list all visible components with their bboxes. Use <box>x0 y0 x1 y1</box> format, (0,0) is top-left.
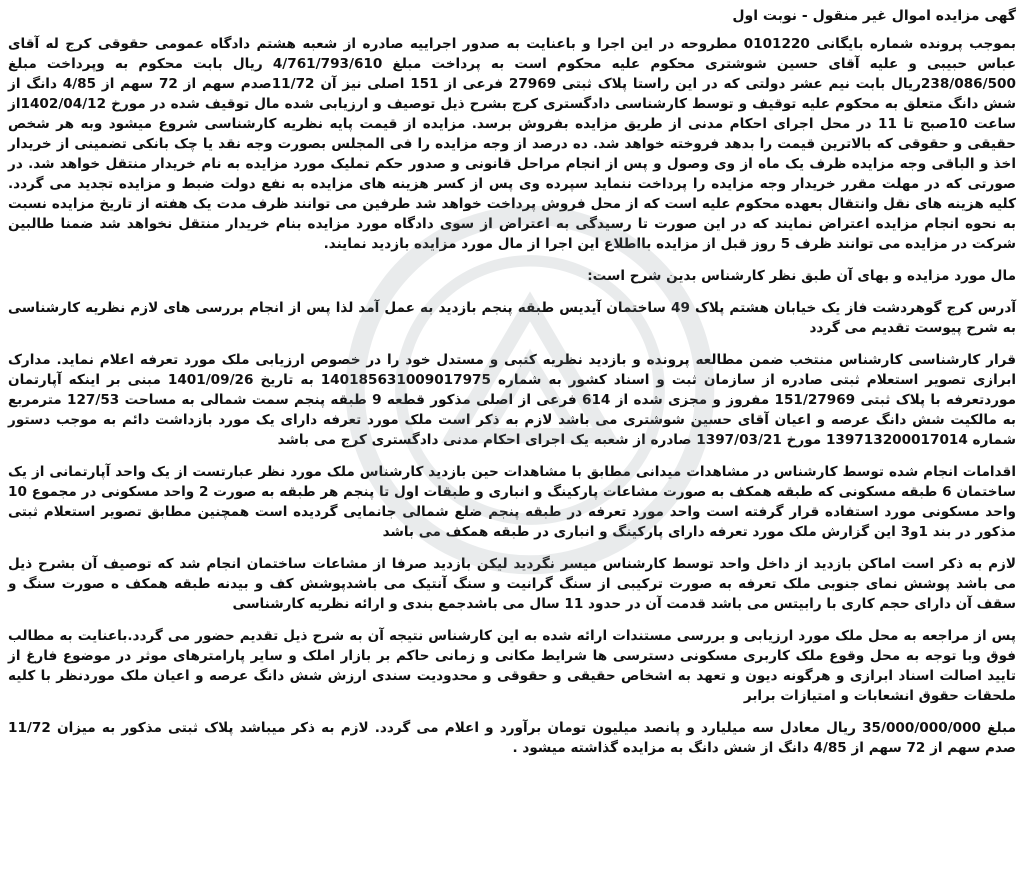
paragraph-field-observations: اقدامات انجام شده توسط کارشناس در مشاهدات میدانی مطابق با مشاهدات حین بازدید کارشناس ملک مورد نظر عبارتست از یک واحد آپارتمانی از یک ساختمان 6 طبقه مسکونی که طبقه همکف به صورت مشاعات پارکینگ و انباری و طبقات اول تا پنجم هر طبقه به صورت 2 واحد مسکونی در مجموع 10 واحد مسکونی مورد استفاده قرار گرفته است واحد مورد تعرفه در طبقه پنجم ضلع شمالی جانمایی گردیده است همچنین مطابق تصویر استعلام ثبتی مذکور در بند 1و3 این گزارش ملک مورد تعرفه دارای پارکینگ و انباری در طبقه همکف می باشد <box>8 464 1016 540</box>
paragraph-address: آدرس کرج گوهردشت فاز یک خیابان هشتم پلاک 49 ساختمان آیدیس طبقه پنجم بازدید به عمل آمد لذا پس از انجام بررسی های لازم نظریه کارشناسی به شرح پیوست تقدیم می گردد <box>8 300 1016 336</box>
paragraph-intro: بموجب پرونده شماره بایگانی 0101220 مطروحه در این اجرا و باعنایت به صدور اجراییه صادره از شعبه هشتم دادگاه عمومی حقوقی کرج له آقای عباس حبیبی و علیه آقای حسین شوشتری محکوم علیه محکوم است به پرداخت مبلغ 4/761/793/610 ریال بابت محکوم به وپرداخت مبلغ 238/086/500ریال بابت نیم عشر دولتی که در این راستا پلاک ثبتی 27969 فرعی از 151 اصلی نیز آن 11/72صدم سهم از 72 سهم از 4/85 دانگ از شش دانگ متعلق به محکوم علیه توقیف و توسط کارشناسی دادگستری کرج بشرح ذیل توصیف و ارزیابی شده مال توقیف شده در مورخ 1402/04/12از ساعت 10صبح تا 11 در محل اجرای احکام مدنی از طریق مزایده بفروش برسد. مزایده از قیمت پایه نظریه کارشناسی شروع میشود وبه هر شخص حقیقی و حقوقی که بالاترین قیمت را بدهد فروخته خواهد شد. ده درصد از وجه مزایده را فی المجلس بصورت وجه نقد یا چک بانکی تضمینی از خریدار اخذ و الباقی وجه مزایده ظرف یک ماه از وی وصول و پس از انجام مراحل قانونی و صدور حکم تملیک مورد مزایده به نام خریدار منتقل خواهد شد. در صورتی که در مهلت مقرر خریدار وجه مزایده را پرداخت ننماید سپرده وی پس از کسر هزینه های مزایده به نفع دولت ضبط و مزایده تجدید می گردد. کلیه هزینه های نقل وانتقال بعهده محکوم علیه است که از محل فروش پرداخت خواهد شد طرفین می توانند ظرف مدت یک هفته از تاریخ مزایده نسبت به نحوه انجام مزایده اعتراض نمایند که در این صورت تا رسیدگی به اعتراض از سوی دادگاه مورد مزایده بنام خریدار منتقل نخواهد شد ضمنا طالبین شرکت در مزایده می توانند ظرف 5 روز قبل از مزایده بااطلاع این اجرا از مال مورد مزایده بازدید نمایند. <box>8 36 1017 252</box>
paragraph-subject: مال مورد مزایده و بهای آن طبق نظر کارشناس بدین شرح است: <box>587 268 1016 284</box>
paragraph-price: مبلغ 35/000/000/000 ریال معادل سه میلیارد و پانصد میلیون تومان برآورد و اعلام می گردد. لازم به ذکر میباشد پلاک ثبتی مذکور به میزان 11/72 صدم سهم از 72 سهم از 4/85 دانگ از شش دانگ به مزایده گذاشته میشود . <box>8 720 1016 756</box>
notice-title: گهی مزایده اموال غیر منقول - نوبت اول <box>732 8 1016 24</box>
paragraph-registration: قرار کارشناسی کارشناس منتخب ضمن مطالعه پرونده و بازدید نظریه کتبی و مستدل خود را در خصوص ارزیابی ملک مورد تعرفه اعلام نماید. مدارک ابرازی تصویر استعلام ثبتی صادره از سازمان ثبت و اسناد کشور به شماره 140185631009017975 به تاریخ 1401/09/26 مبنی بر اینکه آپارتمان موردتعرفه با پلاک ثبتی 151/27969 مفروز و مجزی شده از 614 فرعی از اصلی مذکور قطعه 9 طبقه پنجم سمت شمالی به مساحت 127/53 مترمربع به مالکیت شش دانگ عرصه و اعیان آقای حسین شوشتری می باشد لازم به ذکر است ملک مورد تعرفه دارای یک مورد بازداشت دائم به موجب دستور شماره 139713200017014 مورخ 1397/03/21 صادره از شعبه یک اجرای احکام مدنی دادگستری کرج می باشد <box>8 352 1017 448</box>
paragraph-building-description: لازم به ذکر است اماکن بازدید از داخل واحد توسط کارشناس میسر نگردید لیکن بازدید صرفا از مشاعات ساختمان انجام شد که توصیف آن بشرح ذیل می باشد پوشش نمای جنوبی ملک تعرفه به صورت ترکیبی از سنگ گرانیت و سنگ آنتیک می باشدپوشش کف و بیدنه طبقه همکف ه صورت سنگ و سقف آن دارای حجم کاری با رابیتس می باشد قدمت آن در حدود 11 سال می باشدجمع بندی و ارائه نظریه کارشناسی <box>8 556 1016 612</box>
paragraph-valuation: پس از مراجعه به محل ملک مورد ارزیابی و بررسی مستندات ارائه شده به این کارشناس نتیجه آن به شرح ذیل تقدیم حضور می گردد.باعنایت به مطالب فوق وبا توجه به محل وقوع ملک کاربری مسکونی دسترسی ها شرایط مکانی و زمانی حاکم بر بازار املک و سایر پارامترهای موثر در موضوع فارغ از تایید اصالت اسناد ابرازی و هرگونه دیون و تعهد به اشخاص حقیقی و حقوقی و محدودیت سندی ارزش شش دانگ عرصه و اعیان ملک موردنظر با کلیه ملحقات حقوق انشعابات و امتیازات برابر <box>8 628 1016 704</box>
